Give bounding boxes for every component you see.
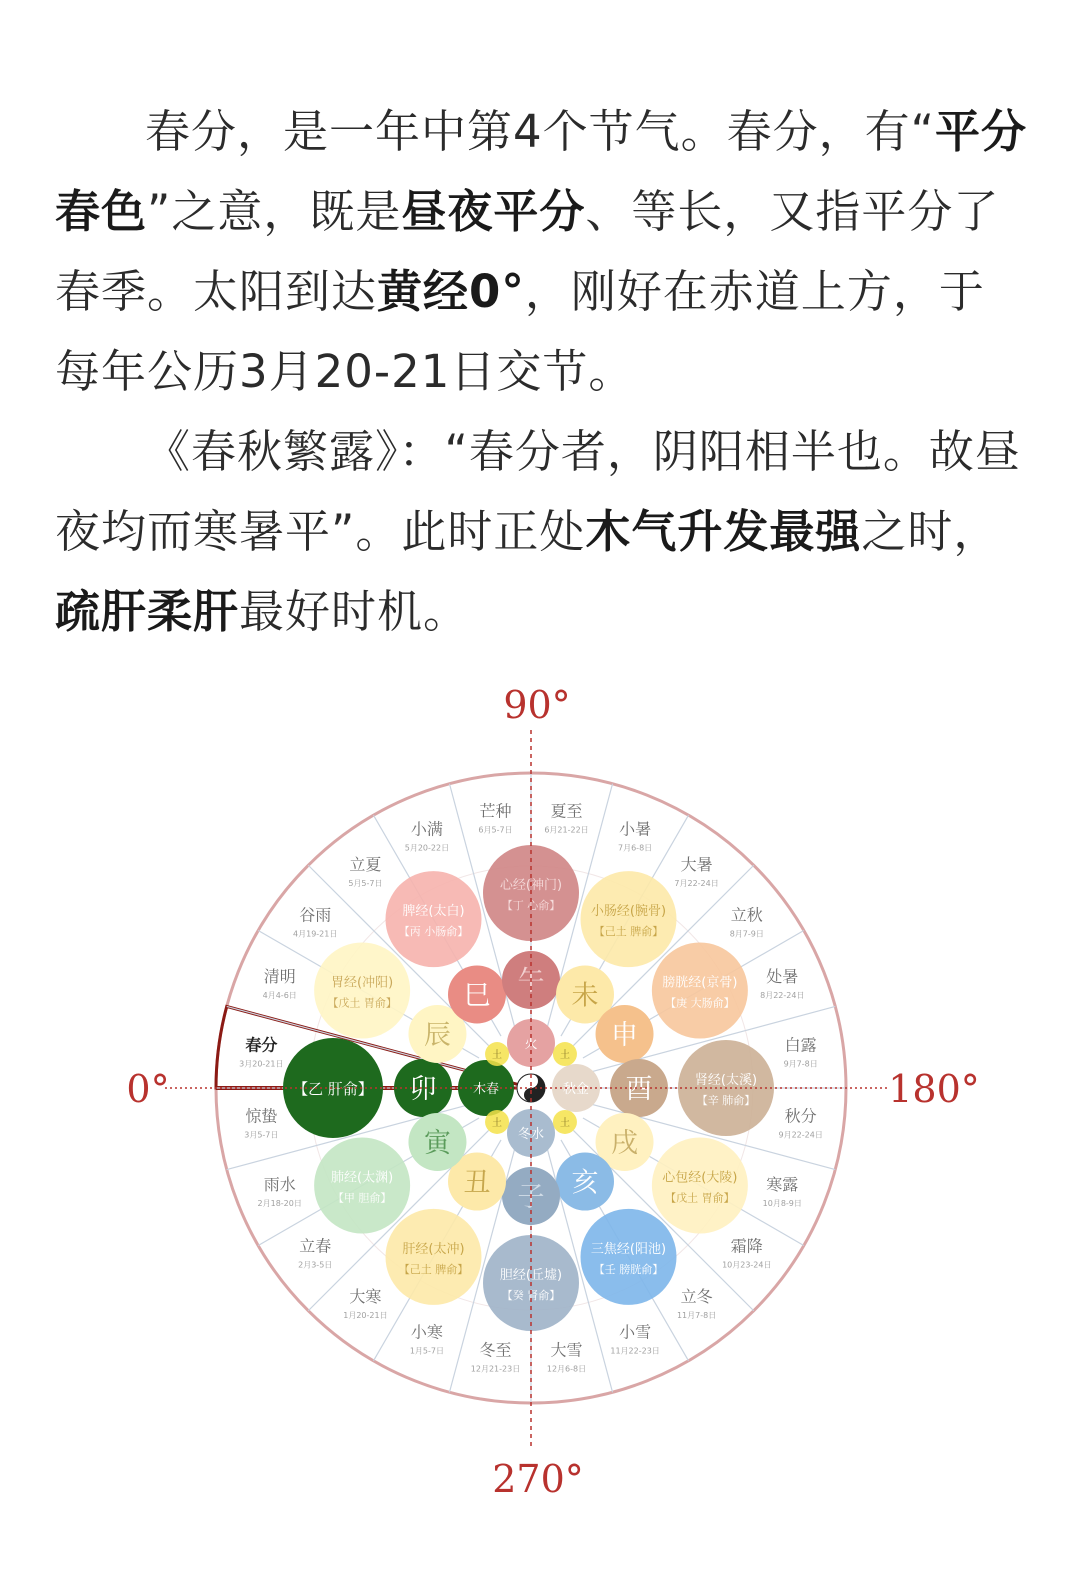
meridian-name: 心经(神门) xyxy=(499,878,563,893)
solar-term xyxy=(618,820,652,853)
branch-label: 辰 xyxy=(423,1020,451,1051)
solar-term-date: 2月18-20日 xyxy=(257,1199,302,1209)
earth-label: 土 xyxy=(559,1050,570,1062)
solar-term-name: 大寒 xyxy=(349,1286,382,1306)
meridian-point: 【丁 心俞】 xyxy=(501,899,561,912)
meridian-disc xyxy=(652,1138,748,1234)
solar-term-name: 小满 xyxy=(410,819,443,839)
meridian-circle xyxy=(581,1209,677,1305)
branch-label: 子 xyxy=(517,1182,545,1213)
meridian-point: 【甲 胆俞】 xyxy=(332,1191,392,1205)
branch-circle xyxy=(394,1059,452,1117)
branch-label: 酉 xyxy=(625,1074,653,1105)
solar-term xyxy=(730,905,764,938)
solar-term-name: 大暑 xyxy=(680,855,713,875)
axis-label-90: 90° xyxy=(503,683,571,727)
text-run: 《春秋繁露》：“春分者，阴阳相半也。故昼夜均而寒暑平”。此时正处 xyxy=(55,425,1021,558)
solar-term-date: 4月4-6日 xyxy=(262,990,297,1000)
solar-term-name: 霜降 xyxy=(730,1236,763,1256)
earth-label: 土 xyxy=(559,1117,570,1129)
solar-term-date: 4月19-21日 xyxy=(293,929,338,939)
meridian-circle xyxy=(386,871,482,967)
solar-term xyxy=(478,801,512,834)
axis-label-0: 0° xyxy=(126,1067,170,1111)
meridian-name: 小肠经(腕骨) xyxy=(590,904,667,920)
branch-label: 未 xyxy=(571,980,599,1012)
solar-term xyxy=(784,1035,818,1068)
text-run: ，刚好在赤道上方，于每年公历3月20-21日交节。 xyxy=(55,265,985,398)
text-run: 之时， xyxy=(861,505,1000,558)
solar-term-date: 1月20-21日 xyxy=(343,1310,388,1320)
solar-term xyxy=(405,820,449,853)
solar-term-date: 5月20-22日 xyxy=(404,843,450,853)
bold-phrase: 黄经0° xyxy=(377,265,525,318)
axis-label-270: 270° xyxy=(492,1457,584,1501)
solar-term xyxy=(677,1287,716,1320)
branch-label: 卯 xyxy=(409,1074,437,1105)
meridian-disc xyxy=(581,1209,677,1305)
meridian-circle xyxy=(314,943,410,1039)
meridian-point: 【壬 膀胱俞】 xyxy=(593,1262,664,1276)
earth-marker xyxy=(485,1110,509,1134)
solar-term-name: 大雪 xyxy=(550,1340,583,1360)
solar-term-name: 秋分 xyxy=(784,1106,817,1126)
solar-term-date: 1月5-7日 xyxy=(409,1346,444,1356)
branch-label: 寅 xyxy=(423,1128,451,1159)
solar-term xyxy=(239,1035,283,1068)
solar-term xyxy=(293,905,337,938)
branch-circle xyxy=(610,1059,668,1117)
meridian-circle xyxy=(652,943,748,1039)
meridian-name: 心包经(大陵) xyxy=(662,1170,738,1186)
branch-label: 午 xyxy=(517,966,545,997)
solar-term-date: 6月21-22日 xyxy=(544,825,589,835)
meridian-point: 【己土 脾俞】 xyxy=(593,925,664,939)
branch-circle xyxy=(596,1005,654,1063)
solar-term-name: 立秋 xyxy=(730,905,763,925)
earth-marker xyxy=(553,1110,577,1134)
solar-term xyxy=(258,1175,302,1208)
solar-term-date: 8月22-24日 xyxy=(760,990,805,1000)
text-run: 最好时机。 xyxy=(239,585,470,638)
meridian-circle xyxy=(581,871,677,967)
season-label: 火 xyxy=(524,1037,538,1052)
branch-label: 亥 xyxy=(571,1167,599,1199)
meridian-name: 脾经(太白) xyxy=(402,904,465,920)
solar-term-name: 小寒 xyxy=(410,1322,443,1342)
solar-term-name: 雨水 xyxy=(263,1175,296,1195)
solar-term-name: 寒露 xyxy=(766,1175,799,1195)
solar-term-date: 6月5-7日 xyxy=(478,825,513,835)
solar-term-name: 立夏 xyxy=(349,855,382,875)
solar-term xyxy=(779,1107,823,1140)
branch-label: 丑 xyxy=(463,1167,491,1199)
earth-label: 土 xyxy=(492,1117,503,1129)
meridian-point: 【庚 大肠俞】 xyxy=(665,996,735,1010)
meridian-name: 肺经(太渊) xyxy=(331,1170,394,1186)
solar-term-date: 12月21-23日 xyxy=(470,1364,521,1374)
solar-term-name: 惊蛰 xyxy=(245,1106,278,1126)
branch-label: 申 xyxy=(611,1020,639,1051)
meridian-circle xyxy=(386,1209,482,1305)
solar-term-date: 3月5-7日 xyxy=(244,1130,279,1140)
solar-term-name: 小雪 xyxy=(619,1322,652,1342)
meridian-circle xyxy=(283,1038,383,1138)
branch-label: 戌 xyxy=(611,1128,639,1159)
earth-marker xyxy=(553,1042,577,1066)
meridian-name: 胃经(冲阳) xyxy=(331,975,394,991)
solar-term-date: 11月7-8日 xyxy=(676,1310,717,1320)
solar-term-name: 处暑 xyxy=(766,966,799,986)
solar-term-date: 9月22-24日 xyxy=(778,1130,823,1140)
solar-term xyxy=(343,1287,387,1320)
solar-term-name: 谷雨 xyxy=(299,905,332,925)
season-label: 冬水 xyxy=(517,1127,545,1142)
branch-circle xyxy=(408,1113,466,1171)
solar-term-name: 立春 xyxy=(299,1236,332,1256)
solar-term xyxy=(547,1341,586,1374)
earth-label: 土 xyxy=(492,1050,503,1062)
solar-term-date: 3月20-21日 xyxy=(239,1059,284,1069)
solar-term-date: 8月7-9日 xyxy=(729,929,764,939)
meridian-disc xyxy=(314,1138,410,1234)
bold-phrase: 疏肝柔肝 xyxy=(55,585,240,638)
meridian-disc xyxy=(652,943,748,1039)
meridian-name: 肝经(太冲) xyxy=(402,1241,465,1257)
meridian-point: 【辛 肺俞】 xyxy=(696,1094,756,1107)
solar-term-date: 10月23-24日 xyxy=(722,1260,772,1270)
meridian-point: 【戊土 胃俞】 xyxy=(327,996,397,1010)
bold-phrase: 昼夜平分 xyxy=(401,185,586,238)
meridian-point: 【丙 小肠俞】 xyxy=(398,925,469,939)
solar-term-name: 白露 xyxy=(784,1035,817,1055)
solar-term-date: 10月8-9日 xyxy=(762,1199,802,1209)
solar-term-name: 春分 xyxy=(245,1035,278,1055)
branch-circle xyxy=(556,1153,614,1211)
solar-term-date: 7月6-8日 xyxy=(618,843,653,853)
meridian-name: 三焦经(阳池) xyxy=(590,1241,667,1257)
meridian-name: 肾经(太溪) xyxy=(694,1073,758,1088)
solar-term-name: 立冬 xyxy=(680,1286,713,1306)
season-label: 木春 xyxy=(472,1082,500,1097)
meridian-disc xyxy=(314,943,410,1039)
solar-term-name: 夏至 xyxy=(550,801,583,821)
meridian-point: 【戊土 胃俞】 xyxy=(665,1191,735,1205)
meridian-name: 【乙 肝俞】 xyxy=(293,1080,373,1098)
article xyxy=(55,92,1030,652)
text-run: 、等长，又指平分了春季。太阳到达 xyxy=(55,185,1000,318)
text-run: ”之意，既是 xyxy=(147,185,402,238)
season-label: 秋金 xyxy=(562,1082,590,1097)
paragraph-1 xyxy=(55,92,1030,412)
branch-circle xyxy=(448,965,506,1023)
text-run: 春分，是一年中第4个节气。春分，有“ xyxy=(145,105,935,158)
solar-term xyxy=(244,1107,278,1140)
solar-term-name: 小暑 xyxy=(619,819,652,839)
solar-term-name: 清明 xyxy=(263,966,296,986)
meridian-point: 【己土 脾俞】 xyxy=(398,1262,469,1276)
branch-label: 巳 xyxy=(463,980,491,1012)
meridian-point: 【癸 肾俞】 xyxy=(501,1289,561,1302)
meridian-circle xyxy=(314,1138,410,1234)
solar-terms-wheel-diagram xyxy=(0,670,1080,1550)
solar-term xyxy=(410,1322,444,1355)
meridian-circle xyxy=(652,1138,748,1234)
solar-term-name: 冬至 xyxy=(479,1340,512,1360)
solar-term xyxy=(298,1237,332,1270)
meridian-name: 胆经(丘墟) xyxy=(499,1268,563,1283)
solar-term-date: 5月5-7日 xyxy=(348,879,383,889)
bold-phrase: 平分春色 xyxy=(55,105,1027,238)
solar-term xyxy=(674,855,718,888)
meridian-name: 膀胱经(京骨) xyxy=(662,975,738,991)
solar-term-date: 11月22-23日 xyxy=(610,1346,660,1356)
solar-term-date: 12月6-8日 xyxy=(546,1364,587,1374)
earth-marker xyxy=(485,1042,509,1066)
solar-term xyxy=(544,801,588,834)
solar-term xyxy=(763,1175,802,1208)
solar-term xyxy=(348,855,382,888)
bold-phrase: 木气升发最强 xyxy=(585,505,862,558)
solar-term xyxy=(263,967,297,1000)
axis-label-180: 180° xyxy=(888,1067,980,1111)
solar-term-name: 芒种 xyxy=(479,801,512,821)
solar-term-date: 9月7-8日 xyxy=(783,1059,818,1069)
solar-term-date: 2月3-5日 xyxy=(298,1260,333,1270)
solar-term xyxy=(760,967,804,1000)
meridian-disc xyxy=(386,1209,482,1305)
solar-term-date: 7月22-24日 xyxy=(674,879,719,889)
paragraph-2 xyxy=(55,412,1030,652)
